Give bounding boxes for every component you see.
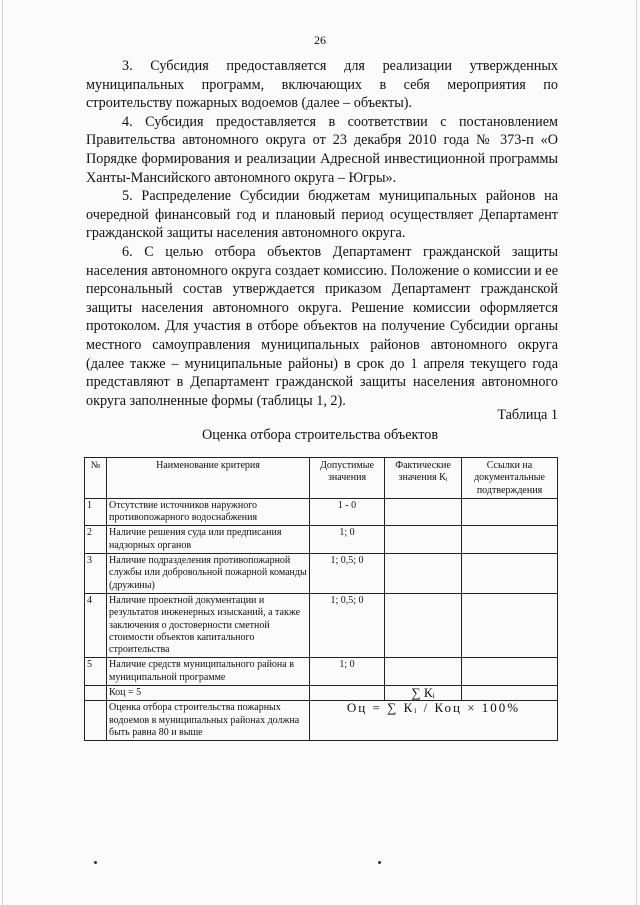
table-row [85,554,558,594]
koc-num-empty [85,686,107,701]
table-row [85,526,558,554]
row-actual [385,554,462,594]
koc-allowed-empty [310,686,385,701]
koc-row [85,686,558,701]
row-actual [385,593,462,657]
koc-label: Коц = 5 [107,686,310,701]
row-criterion: Наличие проектной документации и результатов инженерных изысканий, а также заключения о достоверности сметной стоимости объектов капитального строительства [107,593,310,657]
row-actual [385,498,462,526]
row-reference [462,554,558,594]
final-row [85,701,558,741]
row-allowed: 1; 0 [310,658,385,686]
row-num: 2 [85,526,107,554]
criteria-table [84,457,558,741]
koc-reference-empty [462,686,558,701]
row-actual [385,658,462,686]
table-header-row [85,458,558,499]
row-reference [462,526,558,554]
row-num: 5 [85,658,107,686]
paragraph-6: 6. С целью отбора объектов Департамент гражданской защиты населения автономного округа создает комиссию. Положение о комиссии и ее персональный состав утверждается приказом Департамент гражданской защиты населения автономного округа. Решение комиссии оформляется протоколом. Для участия в отборе объектов на получение Субсидии органы местного самоуправления муниципальных районов автономного округа (далее также – муниципальные районы) в срок до 1 апреля текущего года представляют в Департамент гражданской защиты населения автономного округа заполненные формы (таблицы 1, 2). [86,243,558,409]
header-criterion: Наименование критерия [107,458,310,499]
scan-speck-left [94,861,97,864]
row-criterion: Наличие решения суда или предписания надзорных органов [107,526,310,554]
row-num: 1 [85,498,107,526]
paragraph-5: 5. Распределение Субсидии бюджетам муниципальных районов на очередной финансовый год и плановый период осуществляет Департамент гражданской защиты населения автономного округа. [86,188,558,242]
row-allowed: 1; 0 [310,526,385,554]
final-label: Оценка отбора строительства пожарных водоемов в муниципальных районах должна быть равна 80 и выше [107,701,310,741]
table-row [85,498,558,526]
row-allowed: 1; 0,5; 0 [310,593,385,657]
row-actual [385,526,462,554]
row-criterion: Наличие подразделения противопожарной службы или добровольной пожарной команды (дружины) [107,554,310,594]
table-caption: Таблица 1 [497,407,558,423]
score-formula: Оц = ∑ Кᵢ / Коц × 100% [310,701,558,741]
row-criterion: Наличие средств муниципального района в муниципальной программе [107,658,310,686]
scan-speck-right [378,861,381,864]
paragraph-4: 4. Субсидия предоставляется в соответствии с постановлением Правительства автономного округа от 23 декабря 2010 года № 373-п «О Порядке формирования и реализации Адресной инвестиционной программы Ханты-Мансийского автономного округа – Югры». [86,113,558,186]
body-text [86,57,558,410]
row-reference [462,498,558,526]
table-row [85,593,558,657]
row-num: 4 [85,593,107,657]
page-edge-right [636,0,637,905]
paragraph-3: 3. Субсидия предоставляется для реализации утвержденных муниципальных программ, включающих в себя мероприятия по строительству пожарных водоемов (далее – объекты). [86,58,558,112]
sum-label: ∑ Кᵢ [385,686,462,701]
header-actual: Фактические значения Кᵢ [385,458,462,499]
page-number: 26 [314,33,326,47]
header-allowed: Допустимые значения [310,458,385,499]
row-reference [462,658,558,686]
row-reference [462,593,558,657]
row-allowed: 1; 0,5; 0 [310,554,385,594]
final-num-empty [85,701,107,741]
page-edge-left [2,0,3,905]
row-num: 3 [85,554,107,594]
table-title: Оценка отбора строительства объектов [201,427,439,443]
row-criterion: Отсутствие источников наружного противопожарного водоснабжения [107,498,310,526]
table-row [85,658,558,686]
header-num: № [85,458,107,499]
header-references: Ссылки на документальные подтверждения [462,458,558,499]
row-allowed: 1 - 0 [310,498,385,526]
